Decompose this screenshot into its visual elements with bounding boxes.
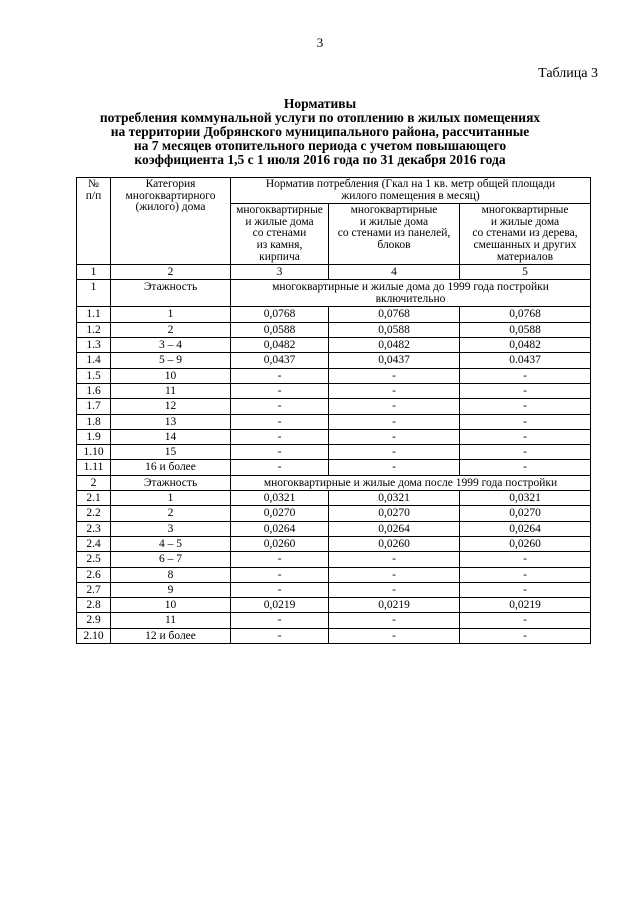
- floors-cell: 1: [111, 307, 231, 322]
- table-row: [77, 582, 591, 597]
- floors-cell: 2: [111, 322, 231, 337]
- value-stone-brick: 0,0219: [231, 598, 329, 613]
- header-text: материалов: [496, 250, 554, 263]
- row-number: 1.5: [77, 368, 111, 383]
- value-wood-mixed: 0,0482: [460, 338, 591, 353]
- section-row: [77, 475, 591, 490]
- title-line: коэффициента 1,5 с 1 июля 2016 года по 31 декабря 2016 года: [134, 152, 506, 167]
- value-stone-brick: -: [231, 399, 329, 414]
- value-wood-mixed: -: [460, 383, 591, 398]
- norms-table: [76, 177, 591, 644]
- floors-cell: 11: [111, 383, 231, 398]
- row-number: 2.6: [77, 567, 111, 582]
- value-panel-block: 0,0482: [329, 338, 460, 353]
- table-row: [77, 368, 591, 383]
- value-stone-brick: -: [231, 582, 329, 597]
- floors-cell: 16 и более: [111, 460, 231, 475]
- value-stone-brick: -: [231, 628, 329, 643]
- value-panel-block: -: [329, 445, 460, 460]
- value-panel-block: 0,0219: [329, 598, 460, 613]
- value-stone-brick: 0,0768: [231, 307, 329, 322]
- value-panel-block: 0,0321: [329, 491, 460, 506]
- value-stone-brick: 0,0437: [231, 353, 329, 368]
- header-text: со стенами: [252, 227, 307, 240]
- header-panel-block-cell: [329, 204, 460, 265]
- norms-table-body: [77, 178, 591, 644]
- row-number: 2.3: [77, 521, 111, 536]
- row-number: 2.9: [77, 613, 111, 628]
- value-panel-block: 0,0264: [329, 521, 460, 536]
- value-panel-block: 0,0260: [329, 536, 460, 551]
- value-panel-block: 0,0588: [329, 322, 460, 337]
- value-wood-mixed: 0,0270: [460, 506, 591, 521]
- title-line: на 7 месяцев отопительного периода с учетом повышающего: [133, 138, 507, 153]
- section-number: 1: [77, 280, 111, 307]
- header-number-cell: [77, 178, 111, 265]
- header-text: Категория: [145, 178, 196, 190]
- value-wood-mixed: 0,0260: [460, 536, 591, 551]
- table-row: [77, 598, 591, 613]
- section-label: Этажность: [111, 475, 231, 490]
- column-number-row: [77, 265, 591, 280]
- row-number: 1.7: [77, 399, 111, 414]
- page-number: 3: [316, 35, 324, 50]
- header-stone-brick-cell: [231, 204, 329, 265]
- header-text: №: [88, 178, 99, 190]
- header-wood-mixed-cell: [460, 204, 591, 265]
- table-row: [77, 383, 591, 398]
- row-number: 1.4: [77, 353, 111, 368]
- header-text: и жилые дома: [245, 215, 314, 228]
- row-number: 2.4: [77, 536, 111, 551]
- floors-cell: 4 – 5: [111, 536, 231, 551]
- value-wood-mixed: -: [460, 368, 591, 383]
- value-stone-brick: 0,0588: [231, 322, 329, 337]
- value-stone-brick: -: [231, 383, 329, 398]
- value-panel-block: -: [329, 460, 460, 475]
- title-line: Нормативы: [283, 96, 357, 111]
- value-wood-mixed: -: [460, 414, 591, 429]
- header-text: кирпича: [259, 250, 300, 263]
- table-row: [77, 414, 591, 429]
- floors-cell: 3 – 4: [111, 338, 231, 353]
- table-row: [77, 536, 591, 551]
- table-row: [77, 307, 591, 322]
- table-label: Таблица 3: [538, 66, 598, 81]
- table-row: [77, 338, 591, 353]
- value-stone-brick: 0,0482: [231, 338, 329, 353]
- table-row: [77, 399, 591, 414]
- row-number: 1.9: [77, 429, 111, 444]
- row-number: 2.2: [77, 506, 111, 521]
- section-row: [77, 280, 591, 307]
- value-wood-mixed: -: [460, 429, 591, 444]
- value-wood-mixed: -: [460, 399, 591, 414]
- header-norm-cell: [231, 178, 591, 204]
- floors-cell: 12 и более: [111, 628, 231, 643]
- value-wood-mixed: 0,0219: [460, 598, 591, 613]
- floors-cell: 11: [111, 613, 231, 628]
- floors-cell: 13: [111, 414, 231, 429]
- value-panel-block: -: [329, 582, 460, 597]
- floors-cell: 6 – 7: [111, 552, 231, 567]
- value-stone-brick: 0,0270: [231, 506, 329, 521]
- value-stone-brick: -: [231, 429, 329, 444]
- header-text: блоков: [377, 238, 411, 251]
- value-wood-mixed: 0,0588: [460, 322, 591, 337]
- row-number: 1.11: [77, 460, 111, 475]
- value-panel-block: 0,0270: [329, 506, 460, 521]
- header-text: и жилые дома: [359, 215, 429, 228]
- table-row: [77, 491, 591, 506]
- row-number: 2.1: [77, 491, 111, 506]
- value-stone-brick: -: [231, 414, 329, 429]
- value-panel-block: -: [329, 399, 460, 414]
- section-label: Этажность: [111, 280, 231, 307]
- value-panel-block: -: [329, 552, 460, 567]
- column-number: 4: [329, 265, 460, 280]
- value-panel-block: -: [329, 383, 460, 398]
- table-row: [77, 353, 591, 368]
- table-row: [77, 322, 591, 337]
- table-row: [77, 567, 591, 582]
- title-line: на территории Добрянского муниципального района, рассчитанные: [110, 124, 530, 139]
- table-row: [77, 628, 591, 643]
- table-row: [77, 521, 591, 536]
- floors-cell: 1: [111, 491, 231, 506]
- value-panel-block: -: [329, 429, 460, 444]
- header-text: многоквартирные: [481, 204, 569, 217]
- table-row: [77, 460, 591, 475]
- value-stone-brick: -: [231, 567, 329, 582]
- table-row: [77, 445, 591, 460]
- header-text: многоквартирного: [125, 189, 216, 202]
- row-number: 1.8: [77, 414, 111, 429]
- row-number: 1.3: [77, 338, 111, 353]
- floors-cell: 2: [111, 506, 231, 521]
- value-wood-mixed: -: [460, 582, 591, 597]
- floors-cell: 5 – 9: [111, 353, 231, 368]
- floors-cell: 8: [111, 567, 231, 582]
- floors-cell: 12: [111, 399, 231, 414]
- row-number: 1.2: [77, 322, 111, 337]
- floors-cell: 15: [111, 445, 231, 460]
- floors-cell: 9: [111, 582, 231, 597]
- document-title: [60, 97, 580, 167]
- row-number: 2.5: [77, 552, 111, 567]
- value-panel-block: 0,0768: [329, 307, 460, 322]
- floors-cell: 3: [111, 521, 231, 536]
- row-number: 2.7: [77, 582, 111, 597]
- value-stone-brick: 0,0260: [231, 536, 329, 551]
- row-number: 2.8: [77, 598, 111, 613]
- value-stone-brick: 0,0264: [231, 521, 329, 536]
- column-number: 1: [77, 265, 111, 280]
- section-description: многоквартирные и жилые дома после 1999 года постройки: [231, 475, 591, 490]
- header-category-cell: [111, 178, 231, 265]
- section-description: [231, 280, 591, 307]
- header-text: со стенами из панелей,: [337, 227, 451, 240]
- value-wood-mixed: -: [460, 552, 591, 567]
- header-row: [77, 178, 591, 204]
- header-text: (жилого) дома: [135, 201, 206, 214]
- value-stone-brick: -: [231, 445, 329, 460]
- header-text: многоквартирные: [350, 204, 438, 217]
- column-number: 2: [111, 265, 231, 280]
- value-wood-mixed: 0.0437: [460, 353, 591, 368]
- row-number: 2.10: [77, 628, 111, 643]
- row-number: 1.10: [77, 445, 111, 460]
- header-text: п/п: [85, 189, 102, 202]
- header-text: смешанных и других: [473, 238, 577, 251]
- value-panel-block: -: [329, 628, 460, 643]
- row-number: 1.1: [77, 307, 111, 322]
- column-number: 3: [231, 265, 329, 280]
- table-row: [77, 552, 591, 567]
- table-row: [77, 429, 591, 444]
- value-wood-mixed: -: [460, 628, 591, 643]
- table-row: [77, 506, 591, 521]
- value-panel-block: -: [329, 613, 460, 628]
- value-wood-mixed: -: [460, 445, 591, 460]
- value-wood-mixed: -: [460, 567, 591, 582]
- value-panel-block: 0,0437: [329, 353, 460, 368]
- value-stone-brick: -: [231, 613, 329, 628]
- section-description-line: включительно: [375, 293, 446, 306]
- value-stone-brick: 0,0321: [231, 491, 329, 506]
- title-line: потребления коммунальной услуги по отоплению в жилых помещениях: [99, 110, 541, 125]
- value-stone-brick: -: [231, 460, 329, 475]
- value-stone-brick: -: [231, 552, 329, 567]
- value-panel-block: -: [329, 414, 460, 429]
- row-number: 1.6: [77, 383, 111, 398]
- value-stone-brick: -: [231, 368, 329, 383]
- header-text: со стенами из дерева,: [472, 227, 578, 240]
- section-description-line: многоквартирные и жилые дома до 1999 года постройки: [272, 281, 549, 294]
- section-number: 2: [77, 475, 111, 490]
- header-text: из камня,: [256, 238, 303, 251]
- header-text: Норматив потребления (Гкал на 1 кв. метр общей площади: [265, 178, 556, 190]
- value-panel-block: -: [329, 368, 460, 383]
- header-text: жилого помещения в месяц): [341, 189, 480, 202]
- value-wood-mixed: 0,0768: [460, 307, 591, 322]
- value-wood-mixed: -: [460, 460, 591, 475]
- floors-cell: 14: [111, 429, 231, 444]
- header-text: и жилые дома: [490, 215, 560, 228]
- value-wood-mixed: -: [460, 613, 591, 628]
- value-panel-block: -: [329, 567, 460, 582]
- value-wood-mixed: 0,0264: [460, 521, 591, 536]
- header-text: многоквартирные: [236, 204, 323, 217]
- table-row: [77, 613, 591, 628]
- floors-cell: 10: [111, 598, 231, 613]
- floors-cell: 10: [111, 368, 231, 383]
- value-wood-mixed: 0,0321: [460, 491, 591, 506]
- column-number: 5: [460, 265, 591, 280]
